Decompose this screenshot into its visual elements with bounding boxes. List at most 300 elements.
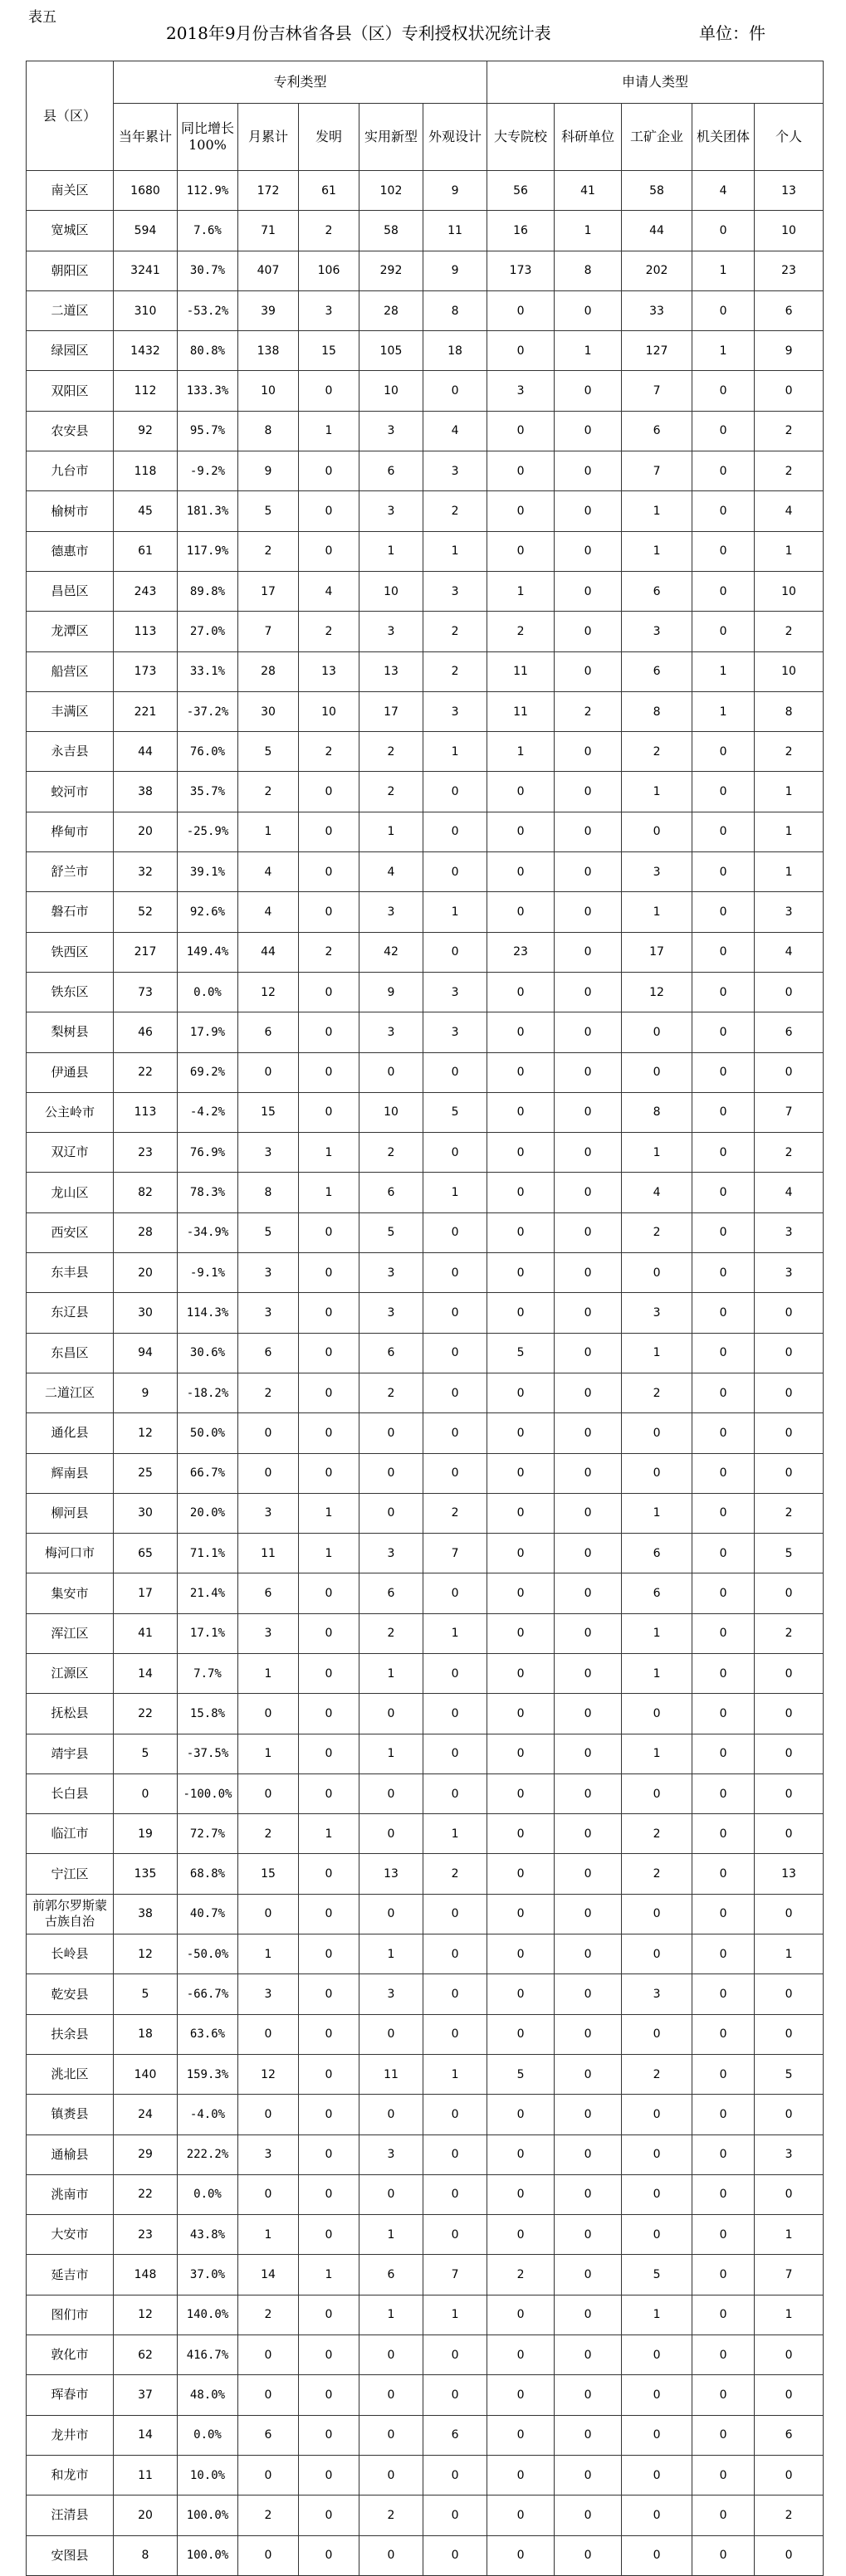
table-cell: 416.7% [178,2335,238,2375]
table-cell: -4.0% [178,2095,238,2134]
table-cell: 0 [487,772,555,812]
table-cell: 6 [238,2415,299,2455]
table-cell: 0 [423,1253,487,1293]
table-cell: 0 [299,2295,359,2334]
table-cell: 0 [487,1413,555,1453]
table-row [27,1253,824,1293]
table-cell: 0 [359,2335,423,2375]
table-cell: 2 [622,1212,692,1252]
table-cell: 0.0% [178,2415,238,2455]
table-cell: 6 [359,1173,423,1212]
county-name-cell: 梅河口市 [27,1534,114,1573]
table-cell: 0 [692,571,755,611]
table-cell: 6 [359,2255,423,2295]
table-cell: 0 [359,1894,423,1934]
table-cell: 17.9% [178,1012,238,1052]
col-header-yoy-growth: 同比增长100% [178,104,238,171]
table-cell: 1 [423,892,487,932]
table-cell: 89.8% [178,571,238,611]
table-cell: 0 [487,972,555,1012]
table-cell: 0 [555,2335,622,2375]
table-cell: 0 [423,2174,487,2214]
table-cell: 0 [555,1012,622,1052]
table-cell: 0 [487,1012,555,1052]
table-cell: 37.0% [178,2255,238,2295]
table-cell: 0 [238,2174,299,2214]
table-cell: 0 [299,1974,359,2014]
table-cell: 2 [423,1493,487,1533]
table-cell: 0 [238,2095,299,2134]
table-cell: 0 [555,772,622,812]
table-cell: 112 [114,371,178,411]
table-cell: 0 [299,2014,359,2054]
table-cell: 13 [299,651,359,691]
table-cell: 6 [755,290,824,330]
table-cell: 1 [622,1493,692,1533]
table-cell: 0 [692,932,755,972]
table-cell: 0 [692,852,755,892]
table-row [27,290,824,330]
table-cell: 0 [755,2095,824,2134]
table-cell: 159.3% [178,2054,238,2094]
table-cell: 0 [299,1694,359,1734]
table-row [27,2415,824,2455]
county-name-cell: 靖宇县 [27,1734,114,1773]
table-cell: 30.6% [178,1333,238,1373]
table-cell: 0 [692,2415,755,2455]
table-cell: 2 [238,772,299,812]
table-cell: 1 [622,1133,692,1173]
table-row [27,1894,824,1934]
county-name-cell: 永吉县 [27,732,114,772]
table-row [27,1854,824,1894]
table-cell: 0 [555,2095,622,2134]
table-cell: 2 [423,612,487,651]
county-name-cell: 乾安县 [27,1974,114,2014]
table-cell: 0 [555,2054,622,2094]
table-cell: 0 [487,2174,555,2214]
table-cell: 3 [238,1293,299,1333]
table-cell: 0 [487,2014,555,2054]
table-cell: 0 [755,2535,824,2575]
table-cell: 0 [299,1934,359,1974]
county-name-cell: 东辽县 [27,1293,114,1333]
table-cell: 0 [555,1293,622,1333]
table-cell: 20 [114,2496,178,2535]
applicant-type-header: 申请人类型 [487,61,824,104]
table-cell: 0 [692,2174,755,2214]
table-cell: 0 [238,1413,299,1453]
table-cell: 92 [114,411,178,451]
table-cell: 0 [555,2295,622,2334]
table-cell: 0 [238,1453,299,1493]
table-cell: 1 [299,411,359,451]
table-cell: 0 [555,1173,622,1212]
table-cell: 0 [555,1694,622,1734]
table-cell: 0 [299,1854,359,1894]
county-name-cell: 浑江区 [27,1613,114,1653]
table-cell: 0 [692,1173,755,1212]
table-cell: 9 [755,331,824,371]
table-cell: 1 [423,732,487,772]
table-cell: 56 [487,171,555,211]
table-cell: 1 [299,1173,359,1212]
table-row [27,2255,824,2295]
table-row [27,691,824,731]
table-cell: 23 [755,251,824,290]
table-cell: 0 [299,1573,359,1613]
table-cell: 1 [692,331,755,371]
unit-label: 单位：件 [699,23,765,43]
table-cell: 0 [359,2415,423,2455]
table-cell: 0 [299,2095,359,2134]
table-cell: 13 [755,171,824,211]
table-cell: 2 [359,2496,423,2535]
table-cell: 0 [487,1133,555,1173]
table-cell: 12 [622,972,692,1012]
table-cell: 1 [692,251,755,290]
table-cell: 8 [755,691,824,731]
table-row [27,2375,824,2415]
table-cell: 23 [114,2215,178,2255]
table-cell: 0 [622,2535,692,2575]
table-row [27,1734,824,1773]
table-cell: 0 [555,812,622,851]
table-cell: 0 [299,892,359,932]
table-cell: 2 [622,732,692,772]
table-cell: -4.2% [178,1092,238,1132]
table-cell: 1 [622,1333,692,1373]
table-cell: 69.2% [178,1052,238,1092]
table-cell: 1 [622,892,692,932]
table-cell: 0 [299,812,359,851]
table-cell: 15 [299,331,359,371]
table-cell: 1 [423,1173,487,1212]
table-row [27,371,824,411]
table-cell: 0 [692,2496,755,2535]
table-cell: 33.1% [178,651,238,691]
col-header-month-total: 月累计 [238,104,299,171]
table-cell: 0 [423,1333,487,1373]
table-cell: 3 [359,2134,423,2174]
table-cell: 0 [555,2455,622,2495]
table-cell: 27.0% [178,612,238,651]
table-cell: 20 [114,1253,178,1293]
table-cell: 6 [622,651,692,691]
table-cell: 0 [423,1974,487,2014]
table-cell: 292 [359,251,423,290]
table-cell: 52 [114,892,178,932]
table-cell: 1 [555,211,622,251]
table-cell: 2 [238,1814,299,1854]
table-cell: 1 [622,491,692,531]
table-cell: 0 [755,1573,824,1613]
table-cell: 58 [622,171,692,211]
table-cell: 0 [692,1854,755,1894]
table-cell: 45 [114,491,178,531]
table-cell: 0 [299,371,359,411]
table-cell: 0 [487,290,555,330]
table-cell: 1 [238,1653,299,1693]
table-cell: 11 [238,1534,299,1573]
table-cell: 0 [692,491,755,531]
table-cell: 76.0% [178,732,238,772]
table-cell: 11 [359,2054,423,2094]
table-cell: 114.3% [178,1293,238,1333]
table-cell: 6 [238,1012,299,1052]
table-cell: 0 [487,1293,555,1333]
table-cell: 135 [114,1854,178,1894]
table-cell: 3 [622,1974,692,2014]
table-cell: 50.0% [178,1413,238,1453]
county-name-cell: 榆树市 [27,491,114,531]
county-name-cell: 大安市 [27,2215,114,2255]
table-cell: 40.7% [178,1894,238,1934]
table-cell: 5 [487,1333,555,1373]
table-cell: 7 [622,451,692,491]
table-cell: 10 [755,571,824,611]
col-header-design: 外观设计 [423,104,487,171]
table-cell: 10 [359,1092,423,1132]
table-cell: 13 [755,1854,824,1894]
table-cell: 10 [755,211,824,251]
table-cell: 0 [755,972,824,1012]
table-cell: 0 [692,451,755,491]
county-name-cell: 东丰县 [27,1253,114,1293]
table-cell: 0 [555,2375,622,2415]
table-cell: 0 [487,1373,555,1412]
table-cell: 9 [423,251,487,290]
table-cell: 0 [359,1814,423,1854]
table-cell: 1680 [114,171,178,211]
table-cell: 5 [238,732,299,772]
table-cell: 7.6% [178,211,238,251]
table-cell: 0 [487,1894,555,1934]
table-cell: 33 [622,290,692,330]
table-cell: 3 [359,892,423,932]
table-cell: 0 [692,371,755,411]
table-cell: 5 [622,2255,692,2295]
table-cell: 0 [487,1694,555,1734]
table-row [27,2455,824,2495]
table-cell: 3 [359,1534,423,1573]
table-cell: 0 [692,612,755,651]
table-cell: 0 [692,2335,755,2375]
table-cell: 3 [622,612,692,651]
table-cell: 0 [423,2134,487,2174]
table-cell: 0 [487,1493,555,1533]
table-cell: 0 [692,972,755,1012]
table-cell: 0 [692,1413,755,1453]
table-cell: 5 [238,491,299,531]
table-row [27,171,824,211]
table-row [27,1694,824,1734]
table-row [27,1493,824,1533]
table-cell: 14 [114,1653,178,1693]
table-cell: 20.0% [178,1493,238,1533]
table-cell: 0 [423,1694,487,1734]
table-cell: 0 [423,2215,487,2255]
table-cell: 0 [622,2134,692,2174]
table-cell: 0 [423,2335,487,2375]
table-cell: 0 [555,1052,622,1092]
table-cell: 0 [423,1212,487,1252]
table-cell: 61 [114,531,178,571]
table-cell: 407 [238,251,299,290]
table-cell: 14 [114,2415,178,2455]
table-cell: 3 [755,892,824,932]
county-name-cell: 延吉市 [27,2255,114,2295]
table-cell: 0 [555,290,622,330]
table-cell: 1 [299,1133,359,1173]
table-cell: 5 [755,1534,824,1573]
table-cell: 0 [622,2014,692,2054]
county-name-cell: 珲春市 [27,2375,114,2415]
table-cell: 0 [622,2375,692,2415]
table-cell: 0 [299,2134,359,2174]
table-cell: 0 [692,1694,755,1734]
table-cell: -9.2% [178,451,238,491]
table-cell: 3 [238,1253,299,1293]
table-cell: 0 [555,1373,622,1412]
table-cell: 1 [555,331,622,371]
table-cell: 2 [359,732,423,772]
table-cell: 0 [755,1052,824,1092]
table-cell: 28 [359,290,423,330]
table-cell: 5 [238,1212,299,1252]
table-cell: 0 [487,331,555,371]
table-row [27,1974,824,2014]
table-cell: 73 [114,972,178,1012]
table-cell: -9.1% [178,1253,238,1293]
county-name-cell: 公主岭市 [27,1092,114,1132]
table-cell: 1 [423,2295,487,2334]
table-cell: 3 [423,972,487,1012]
county-name-cell: 扶余县 [27,2014,114,2054]
table-cell: 0 [692,1573,755,1613]
table-cell: 0 [692,1734,755,1773]
table-row [27,2215,824,2255]
table-cell: 2 [755,451,824,491]
table-cell: 0 [555,1413,622,1453]
table-cell: 3 [359,1293,423,1333]
table-cell: 1 [359,2295,423,2334]
col-header-enterprises: 工矿企业 [622,104,692,171]
table-cell: 0 [622,1694,692,1734]
table-cell: 0 [487,491,555,531]
table-row [27,892,824,932]
table-row [27,2095,824,2134]
table-cell: 9 [238,451,299,491]
table-row [27,531,824,571]
table-cell: 6 [622,571,692,611]
table-cell: 78.3% [178,1173,238,1212]
county-name-cell: 宁江区 [27,1854,114,1894]
col-header-invention: 发明 [299,104,359,171]
table-cell: 3 [238,1613,299,1653]
table-cell: 17 [238,571,299,611]
table-cell: 0 [359,1773,423,1813]
table-cell: 10 [359,371,423,411]
table-cell: 7 [238,612,299,651]
table-cell: 0 [555,1934,622,1974]
table-cell: 7 [755,1092,824,1132]
col-header-institutions: 机关团体 [692,104,755,171]
table-cell: 6 [238,1333,299,1373]
table-cell: 0 [555,852,622,892]
county-name-cell: 船营区 [27,651,114,691]
table-cell: 0 [487,1573,555,1613]
table-cell: 15.8% [178,1694,238,1734]
table-row [27,571,824,611]
table-cell: 0 [555,651,622,691]
table-cell: 1 [692,651,755,691]
table-row [27,1814,824,1854]
table-cell: 0 [692,2095,755,2134]
table-cell: 0 [299,1253,359,1293]
table-cell: 0 [555,892,622,932]
table-row [27,251,824,290]
table-cell: 0 [622,2335,692,2375]
table-cell: 0 [423,1653,487,1693]
county-name-cell: 双辽市 [27,1133,114,1173]
table-row [27,1373,824,1412]
table-cell: 14 [238,2255,299,2295]
table-cell: 0 [299,1373,359,1412]
table-cell: 0 [299,1653,359,1693]
table-cell: 1 [299,1534,359,1573]
table-cell: 20 [114,812,178,851]
table-cell: 0 [692,1333,755,1373]
table-cell: 1 [622,1653,692,1693]
table-cell: 22 [114,1052,178,1092]
table-cell: 8 [238,1173,299,1212]
table-cell: 1 [238,2215,299,2255]
table-cell: 0 [487,2134,555,2174]
table-cell: 12 [238,2054,299,2094]
table-row [27,1092,824,1132]
county-name-cell: 西安区 [27,1212,114,1252]
table-cell: 3 [359,1974,423,2014]
county-name-cell: 蛟河市 [27,772,114,812]
table-cell: 0 [487,852,555,892]
table-cell: 2 [622,1814,692,1854]
table-cell: 0 [299,2054,359,2094]
county-name-cell: 江源区 [27,1653,114,1693]
table-cell: 0 [555,1854,622,1894]
table-cell: 0 [622,1012,692,1052]
table-cell: 5 [423,1092,487,1132]
table-cell: 2 [755,1493,824,1533]
table-cell: 0 [555,2535,622,2575]
table-cell: 1 [423,1613,487,1653]
county-name-cell: 镇赉县 [27,2095,114,2134]
table-cell: 3 [238,1133,299,1173]
table-number: 表五 [28,9,56,26]
table-row [27,1212,824,1252]
county-name-cell: 集安市 [27,1573,114,1613]
table-cell: 0 [555,1814,622,1854]
county-name-cell: 丰满区 [27,691,114,731]
table-cell: 0 [692,1453,755,1493]
table-cell: 0 [423,2496,487,2535]
table-cell: 43.8% [178,2215,238,2255]
table-cell: 140 [114,2054,178,2094]
table-cell: 0 [423,1934,487,1974]
table-cell: 0 [299,1613,359,1653]
table-row [27,2174,824,2214]
table-cell: 0 [555,1534,622,1573]
